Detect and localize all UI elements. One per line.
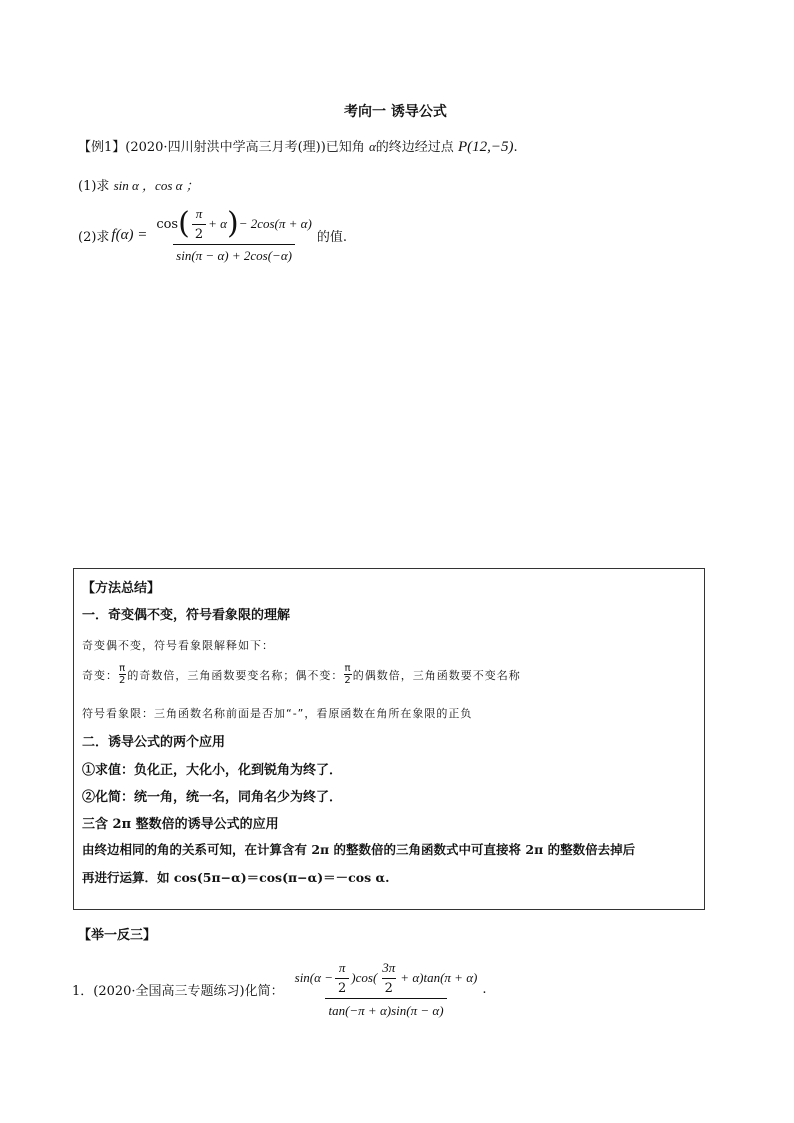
summary-header: 【方法总结】 — [82, 581, 161, 596]
summary-s1-line3: 符号看象限：三角函数名称前面是否加“-”，看原函数在角所在象限的正负 — [82, 707, 473, 720]
p1-tail: + α)tan(π + α) — [400, 970, 478, 985]
summary-section-2-title: 二．诱导公式的两个应用 — [82, 735, 226, 750]
example-prefix: 【例1】 — [78, 140, 126, 155]
q2-end: 的值. — [316, 229, 347, 245]
q2-cos: cos — [156, 216, 179, 232]
s1-pi-a: π — [119, 663, 127, 674]
q2-two: 2 — [192, 224, 206, 242]
q2-plus-alpha: + α — [208, 216, 227, 231]
question-1 — [78, 175, 199, 194]
p1-cos: )cos( — [351, 970, 378, 985]
s1-odd-label: 奇变： — [82, 668, 118, 682]
p1-pi: π — [338, 960, 346, 975]
q2-left-paren: ( — [178, 206, 190, 241]
p1-end: . — [482, 982, 487, 997]
summary-s3-line2: 再进行运算．如 cos(5π−α)＝cos(π−α)＝－cos α. — [82, 870, 390, 885]
summary-s1-line2 — [82, 663, 521, 686]
p1-3pi-over-2 — [379, 960, 398, 996]
s1-two-a: 2 — [119, 675, 127, 686]
q1-label: (1)求 — [78, 179, 110, 194]
q2-numerator — [153, 206, 314, 244]
s1-pi-b: π — [344, 663, 352, 674]
s1-pi-over-2-a — [119, 663, 126, 686]
summary-s1-line1: 奇变偶不变，符号看象限解释如下： — [82, 639, 274, 652]
summary-s3-line1: 由终边相同的角的关系可知，在计算含有 2π 的整数倍的三角函数式中可直接将 2π 的整数倍去掉后 — [82, 842, 636, 857]
summary-section-3-title: 三含 2π 整数倍的诱导公式的应用 — [82, 817, 279, 832]
alpha-symbol: α — [368, 139, 376, 154]
q1-expression: sin α ，cos α ； — [113, 178, 199, 193]
p1-pi-over-2 — [335, 960, 349, 996]
q2-label: (2)求 — [78, 229, 110, 245]
p1-sin: sin(α − — [294, 970, 333, 985]
summary-s2-line1: ①求值：负化正，大化小，化到锐角为终了． — [82, 763, 343, 778]
page-title: 考向一 诱导公式 — [344, 104, 447, 120]
q2-fraction — [153, 206, 314, 264]
p1-fraction — [292, 960, 481, 1019]
p1-denominator: tan(−π + α)sin(π − α) — [325, 998, 446, 1019]
summary-s2-line2: ②化简：统一角，统一名，同角名少为终了． — [82, 790, 343, 805]
example-source: (2020·四川射洪中学高三月考(理)) — [125, 140, 326, 155]
s1-even-desc: 的偶数倍，三角函数要不变名称 — [352, 668, 521, 682]
q2-pi: π — [195, 206, 203, 221]
example-text2: 的终边经过点 — [375, 140, 454, 155]
p1-3pi: 3π — [382, 960, 396, 975]
p1-numerator — [292, 960, 481, 998]
q2-pi-over-2 — [192, 206, 206, 242]
q2-denominator: sin(π − α) + 2cos(−α) — [173, 244, 295, 264]
p1-two-b: 2 — [382, 978, 396, 996]
point-p: P(12,−5) — [457, 139, 514, 155]
s1-pi-over-2-b — [344, 663, 351, 686]
example-end: . — [513, 140, 518, 155]
q2-right-paren: ) — [226, 206, 239, 241]
practice-header: 【举一反三】 — [78, 928, 157, 943]
summary-section-1-title: 一．奇变偶不变，符号看象限的理解 — [82, 608, 291, 623]
s1-odd-desc: 的奇数倍，三角函数要变名称；偶不变： — [127, 668, 344, 682]
s1-two-b: 2 — [344, 675, 352, 686]
question-2 — [78, 206, 347, 264]
example-line — [78, 136, 518, 156]
example-text: 已知角 — [325, 140, 365, 155]
p1-label: 1．(2020·全国高三专题练习)化简： — [72, 984, 284, 999]
p1-two: 2 — [335, 978, 349, 996]
method-summary-box — [73, 568, 705, 910]
q2-minus-term: − 2cos(π + α) — [238, 216, 312, 231]
practice-1 — [72, 960, 487, 1019]
q2-function: f(α) = — [111, 226, 148, 243]
